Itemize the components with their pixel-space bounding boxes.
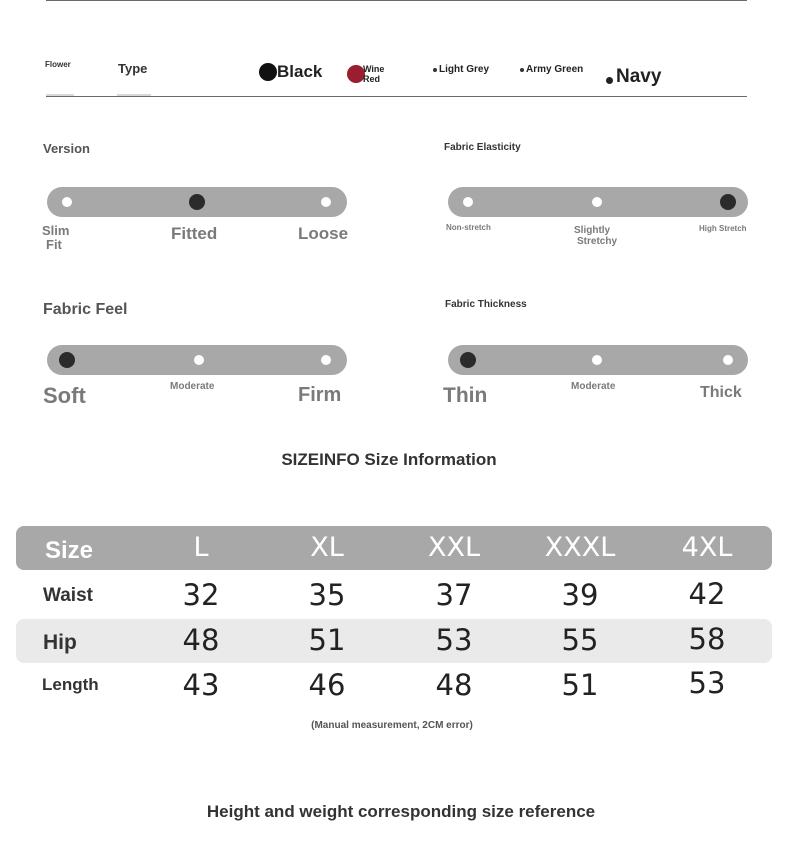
color-wine-red-label bbox=[363, 64, 384, 84]
color-wine-red bbox=[347, 64, 384, 84]
version-option-slim-fit bbox=[42, 224, 69, 253]
color-army-green-label: Army Green bbox=[526, 64, 584, 75]
color-dot-icon bbox=[520, 68, 524, 72]
table-cell: 32 bbox=[182, 578, 220, 612]
feel-option-firm: Firm bbox=[298, 384, 342, 406]
table-cell: 37 bbox=[435, 578, 473, 612]
elasticity-option-high-stretch: High Stretch bbox=[699, 224, 747, 233]
row-label-hip: Hip bbox=[43, 631, 77, 654]
elasticity-option-non-stretch: Non-stretch bbox=[446, 223, 491, 232]
feel-option-soft: Soft bbox=[43, 383, 86, 408]
slider-point-selected bbox=[59, 352, 75, 368]
size-col-4xl: 4XL bbox=[681, 532, 733, 563]
table-cell: 51 bbox=[561, 668, 599, 702]
elasticity-option-slightly-line2: Stretchy bbox=[577, 236, 618, 247]
slider-point-selected bbox=[720, 194, 736, 210]
size-col-xxl: XXL bbox=[427, 532, 481, 563]
table-cell: 48 bbox=[435, 668, 473, 702]
table-cell: 53 bbox=[688, 666, 726, 700]
color-row-divider bbox=[46, 96, 747, 97]
table-cell: 48 bbox=[182, 623, 220, 657]
color-dot-icon bbox=[259, 63, 277, 81]
slider-point bbox=[321, 355, 331, 365]
table-cell: 35 bbox=[308, 578, 346, 612]
top-divider bbox=[46, 0, 747, 1]
slider-point bbox=[592, 355, 602, 365]
feel-title: Fabric Feel bbox=[43, 301, 128, 318]
thickness-slider bbox=[448, 345, 748, 375]
color-navy bbox=[606, 66, 661, 88]
version-slider bbox=[47, 187, 347, 217]
table-cell: 46 bbox=[308, 668, 346, 702]
table-cell: 58 bbox=[688, 622, 726, 656]
feel-slider bbox=[47, 345, 347, 375]
table-cell: 51 bbox=[308, 623, 346, 657]
reference-title: Height and weight corresponding size reference bbox=[206, 802, 596, 821]
table-cell: 42 bbox=[688, 577, 726, 611]
version-title: Version bbox=[43, 141, 90, 156]
version-option-slim-fit-line1: Slim bbox=[42, 223, 70, 238]
elasticity-slider bbox=[448, 187, 748, 217]
elasticity-option-slightly-line1: Slightly bbox=[574, 225, 611, 236]
feel-option-moderate: Moderate bbox=[170, 381, 215, 392]
size-col-xl: XL bbox=[310, 532, 344, 563]
measurement-note: (Manual measurement, 2CM error) bbox=[311, 720, 473, 731]
table-cell: 55 bbox=[561, 623, 599, 657]
size-info-title: SIZEINFO Size Information bbox=[281, 450, 497, 469]
flower-label: Flower bbox=[45, 60, 71, 69]
row-label-length: Length bbox=[42, 675, 99, 694]
color-light-grey bbox=[433, 64, 489, 75]
size-header-label: Size bbox=[45, 537, 94, 564]
slider-point bbox=[592, 197, 602, 207]
slider-point bbox=[321, 197, 331, 207]
row-label-waist: Waist bbox=[43, 585, 93, 606]
version-option-fitted: Fitted bbox=[171, 224, 218, 243]
table-cell: 53 bbox=[435, 623, 473, 657]
slider-point bbox=[62, 197, 72, 207]
slider-point bbox=[463, 197, 473, 207]
thickness-option-thin: Thin bbox=[443, 384, 488, 407]
size-stripe-band bbox=[16, 619, 772, 663]
slider-point-selected bbox=[460, 352, 476, 368]
table-cell: 43 bbox=[182, 668, 220, 702]
color-navy-label: Navy bbox=[616, 66, 662, 87]
color-wine-red-line1: Wine bbox=[363, 64, 385, 74]
color-army-green bbox=[520, 64, 583, 75]
size-col-xxxl: XXXL bbox=[544, 532, 616, 563]
type-label: Type bbox=[118, 61, 148, 76]
slider-point bbox=[194, 355, 204, 365]
version-option-slim-fit-line2: Fit bbox=[46, 237, 62, 253]
color-wine-red-line2: Red bbox=[363, 74, 381, 84]
thickness-title: Fabric Thickness bbox=[445, 299, 527, 310]
thickness-option-moderate: Moderate bbox=[571, 381, 616, 392]
size-col-l: L bbox=[193, 532, 209, 563]
color-dot-icon bbox=[606, 77, 613, 84]
thickness-option-thick: Thick bbox=[700, 384, 742, 401]
slider-point-selected bbox=[189, 194, 205, 210]
color-dot-icon bbox=[433, 68, 437, 72]
elasticity-title: Fabric Elasticity bbox=[444, 142, 521, 153]
version-option-loose: Loose bbox=[298, 224, 349, 243]
elasticity-option-slightly-stretchy bbox=[574, 225, 617, 247]
slider-point bbox=[723, 355, 733, 365]
table-cell: 39 bbox=[561, 578, 599, 612]
color-black bbox=[259, 62, 322, 82]
color-black-label: Black bbox=[277, 62, 323, 81]
color-light-grey-label: Light Grey bbox=[439, 64, 490, 75]
